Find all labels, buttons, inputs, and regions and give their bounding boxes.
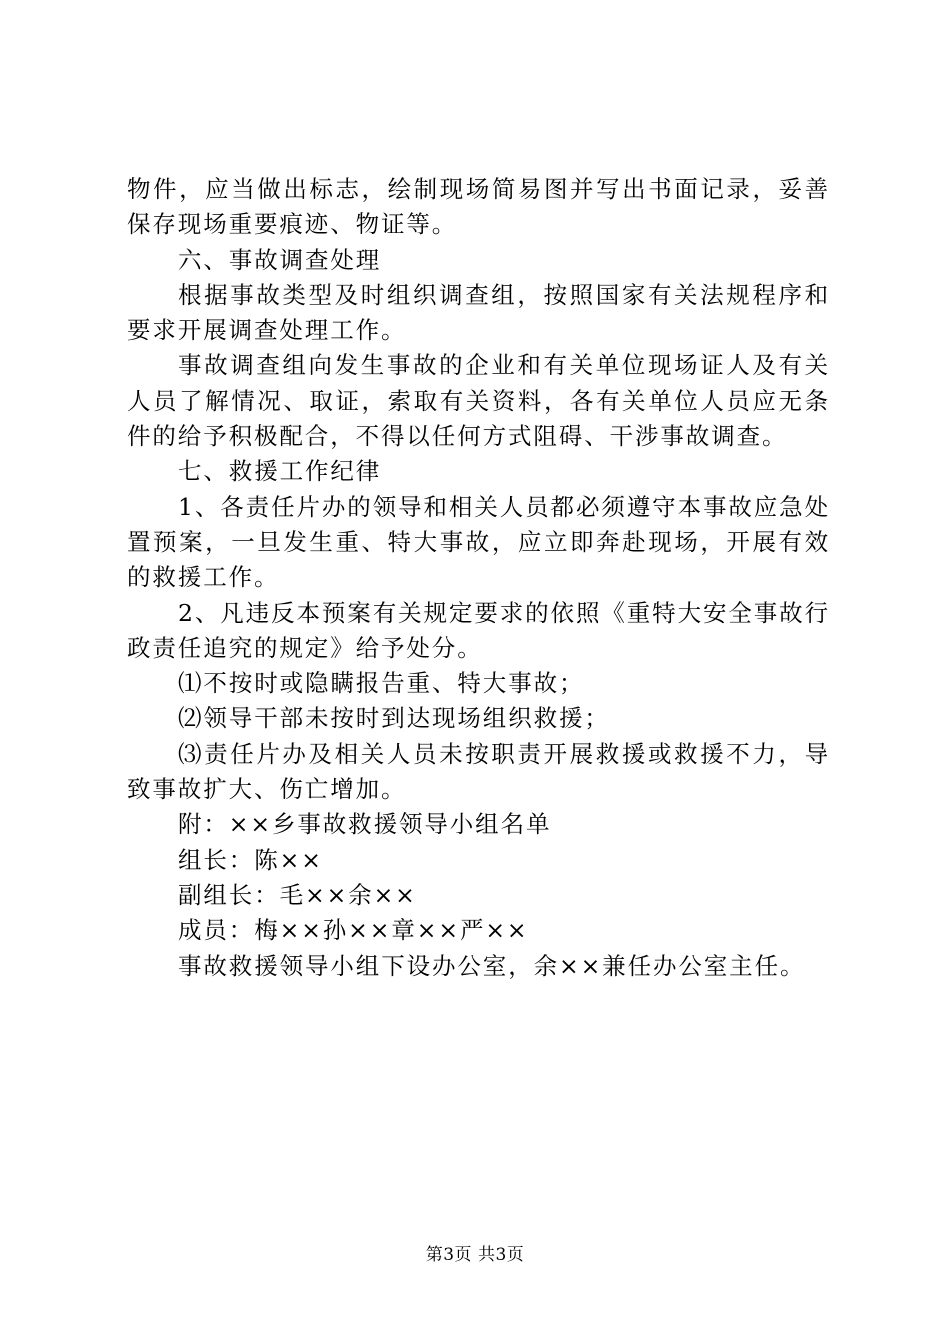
section-heading-investigation: 六、事故调查处理 xyxy=(178,245,382,274)
list-item-1: ⑴不按时或隐瞒报告重、特大事故； xyxy=(178,669,585,698)
paragraph-continuation: 物件，应当做出标志，绘制现场简易图并写出书面记录，妥善保存现场重要痕迹、物证等。 xyxy=(127,175,830,239)
deputy-leaders: 副组长：毛××余×× xyxy=(178,880,417,909)
paragraph-investigation-team: 根据事故类型及时组织调查组，按照国家有关法规程序和要求开展调查处理工作。 xyxy=(127,280,830,345)
team-leader: 组长：陈×× xyxy=(178,845,323,874)
paragraph-discipline-1: 1、各责任片办的领导和相关人员都必须遵守本事故应急处置预案，一旦发生重、特大事故，应立即奔赴现场，开展有效的救援工作。 xyxy=(127,492,830,592)
office-note: 事故救援领导小组下设办公室，余××兼任办公室主任。 xyxy=(178,951,806,980)
page-number-footer: 第3页 共3页 xyxy=(425,1245,525,1265)
team-members: 成员：梅××孙××章××严×× xyxy=(178,916,529,945)
list-item-2: ⑵领导干部未按时到达现场组织救援； xyxy=(178,704,610,733)
document-body xyxy=(127,172,830,984)
paragraph-discipline-2: 2、凡违反本预案有关规定要求的依照《重特大安全事故行政责任追究的规定》给予处分。 xyxy=(127,598,830,662)
list-item-3: ⑶责任片办及相关人员未按职责开展救援或救援不力，导致事故扩大、伤亡增加。 xyxy=(127,739,830,804)
section-heading-discipline: 七、救援工作纪律 xyxy=(178,457,382,486)
appendix-title: 附：××乡事故救援领导小组名单 xyxy=(178,810,552,839)
paragraph-investigation-evidence: 事故调查组向发生事故的企业和有关单位现场证人及有关人员了解情况、取证，索取有关资料，各有关单位人员应无条件的给予积极配合，不得以任何方式阻碍、干涉事故调查。 xyxy=(127,351,830,451)
